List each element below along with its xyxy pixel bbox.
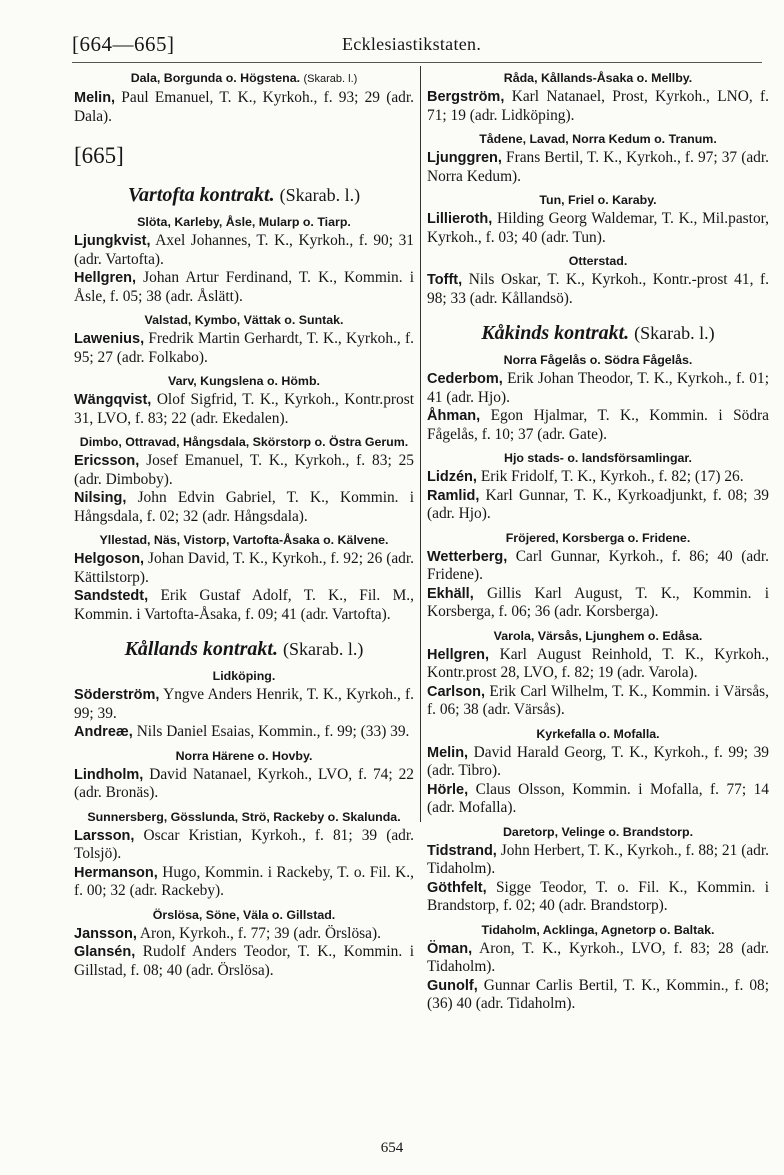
parish-heading <box>427 628 769 645</box>
parish-heading-text: Lidköping. <box>212 669 276 683</box>
kontrakt-heading <box>74 182 414 208</box>
running-title: Ecklesiastikstaten. <box>342 34 482 54</box>
kontrakt-heading-suffix: (Skarab. l.) <box>634 323 715 343</box>
clergy-details: Axel Johannes, T. K., Kyrkoh., f. 90; 31 (adr. Vartofta). <box>74 232 414 268</box>
clergy-details: Yngve Anders Henrik, T. K., Kyrkoh., f. 99; 39. <box>74 686 414 722</box>
clergy-entry <box>74 925 414 944</box>
clergy-entry <box>74 391 414 428</box>
kontrakt-heading <box>427 320 769 346</box>
parish-heading <box>427 253 769 270</box>
parish-heading-text: Daretorp, Velinge o. Brandstorp. <box>502 824 694 839</box>
clergy-name: Bergström, <box>427 89 505 105</box>
clergy-details: Josef Emanuel, T. K., Kyrkoh., f. 83; 25 (adr. Dimboby). <box>74 452 414 488</box>
parish-heading <box>74 809 414 826</box>
clergy-name: Lidzén, <box>427 469 477 485</box>
clergy-details: Hugo, Kommin. i Rackeby, T. o. Fil. K., f. 00; 32 (adr. Rackeby). <box>74 863 414 899</box>
clergy-entry <box>74 864 414 901</box>
clergy-name: Wetterberg, <box>427 548 508 565</box>
parish-heading-text: Varola, Värsås, Ljunghem o. Edåsa. <box>493 628 703 643</box>
clergy-entry <box>427 548 769 585</box>
parish-heading <box>74 373 414 390</box>
kontrakt-heading <box>74 636 414 662</box>
clergy-name: Hellgren, <box>427 646 490 663</box>
clergy-name: Helgoson, <box>74 551 145 567</box>
parish-heading <box>74 70 414 88</box>
clergy-entry <box>74 550 414 587</box>
clergy-name: Glansén, <box>74 944 136 960</box>
parish-heading-text: Råda, Kållands-Åsaka o. Mellby. <box>503 71 693 85</box>
clergy-details: Carl Gunnar, Kyrkoh., f. 86; 40 (adr. Fridene). <box>427 547 769 583</box>
parish-heading <box>427 70 769 87</box>
clergy-entry <box>74 943 414 980</box>
clergy-name: Lillieroth, <box>427 211 493 227</box>
kontrakt-heading-text: Kåkinds kontrakt. <box>481 322 630 344</box>
clergy-entry <box>74 269 414 306</box>
clergy-entry <box>74 89 414 126</box>
kontrakt-heading-suffix: (Skarab. l.) <box>279 185 361 205</box>
clergy-entry <box>427 744 769 781</box>
clergy-name: Söderström, <box>74 687 160 703</box>
clergy-entry <box>427 940 769 977</box>
parish-heading <box>74 434 414 451</box>
clergy-name: Larsson, <box>74 827 135 844</box>
clergy-entry <box>427 88 769 125</box>
clergy-name: Hermanson, <box>74 864 158 881</box>
parish-heading <box>427 450 769 467</box>
kontrakt-heading-text: Kållands kontrakt. <box>124 638 278 660</box>
parish-heading-text: Varv, Kungslena o. Hömb. <box>168 374 320 388</box>
parish-heading <box>427 131 769 148</box>
clergy-name: Wängqvist, <box>74 392 152 408</box>
parish-heading-text: Norra Härene o. Hovby. <box>175 748 313 763</box>
clergy-details: Rudolf Anders Teodor, T. K., Kommin. i Gillstad, f. 08; 40 (adr. Örslösa). <box>74 943 414 979</box>
clergy-name: Gunolf, <box>427 977 478 994</box>
parish-heading <box>74 668 414 685</box>
clergy-entry <box>427 487 769 524</box>
clergy-entry <box>427 879 769 916</box>
clergy-details: David Harald Georg, T. K., Kyrkoh., f. 99; 39 (adr. Tibro). <box>427 743 769 779</box>
parish-heading <box>74 214 414 231</box>
parish-heading-text: Kyrkefalla o. Mofalla. <box>536 726 660 741</box>
clergy-details: Erik Carl Wilhelm, T. K., Kommin. i Värsås, f. 06; 38 (adr. Värsås). <box>427 682 769 718</box>
clergy-details: Egon Hjalmar, T. K., Kommin. i Södra Fågelås, f. 10; 37 (adr. Gate). <box>427 407 769 443</box>
clergy-details: Erik Fridolf, T. K., Kyrkoh., f. 82; (17) 26. <box>480 468 744 485</box>
clergy-details: Frans Bertil, T. K., Kyrkoh., f. 97; 37 (adr. Norra Kedum). <box>427 149 769 185</box>
clergy-name: Ljunggren, <box>427 150 502 166</box>
clergy-name: Hörle, <box>427 781 469 798</box>
clergy-name: Sandstedt, <box>74 588 149 604</box>
parish-heading-text: Tidaholm, Acklinga, Agnetorp o. Baltak. <box>481 922 715 937</box>
clergy-details: David Natanael, Kyrkoh., LVO, f. 74; 22 (adr. Bronäs). <box>74 765 414 801</box>
clergy-details: Aron, Kyrkoh., f. 77; 39 (adr. Örslösa). <box>139 924 381 942</box>
clergy-name: Öman, <box>427 940 473 957</box>
clergy-entry <box>74 232 414 269</box>
left-column <box>74 68 414 980</box>
clergy-details: Johan Artur Ferdinand, T. K., Kommin. i Åsle, f. 05; 38 (adr. Åslätt). <box>74 269 414 305</box>
clergy-details: Nils Oskar, T. K., Kyrkoh., Kontr.-prost 41, f. 98; 33 (adr. Kållandsö). <box>427 271 769 307</box>
column-divider <box>420 66 421 822</box>
clergy-entry <box>427 646 769 683</box>
clergy-details: Hilding Georg Waldemar, T. K., Mil.pastor, Kyrkoh., f. 03; 40 (adr. Tun). <box>427 210 769 246</box>
clergy-entry <box>74 489 414 526</box>
parish-heading-text: Yllestad, Näs, Vistorp, Vartofta-Åsaka o. Kälvene. <box>99 533 389 547</box>
clergy-name: Hellgren, <box>74 270 137 286</box>
clergy-details: Johan David, T. K., Kyrkoh., f. 92; 26 (adr. Kättilstorp). <box>74 550 414 586</box>
parish-heading <box>427 726 769 743</box>
clergy-name: Nilsing, <box>74 490 127 506</box>
kontrakt-heading-suffix: (Skarab. l.) <box>282 639 364 659</box>
clergy-name: Lindholm, <box>74 766 144 783</box>
parish-heading <box>427 824 769 841</box>
clergy-name: Göthfelt, <box>427 879 487 896</box>
page-range: [664—665] <box>72 32 175 56</box>
clergy-entry <box>427 210 769 247</box>
clergy-name: Ekhäll, <box>427 585 474 602</box>
parish-heading <box>74 748 414 765</box>
clergy-name: Andreæ, <box>74 724 133 740</box>
clergy-entry <box>427 370 769 407</box>
clergy-details: Gillis Karl August, T. K., Kommin. i Korsberga, f. 06; 36 (adr. Korsberga). <box>427 584 769 620</box>
clergy-details: Erik Gustaf Adolf, T. K., Fil. M., Kommin. i Vartofta-Åsaka, f. 09; 41 (adr. Vartofta). <box>74 587 414 623</box>
parish-heading-text: Dimbo, Ottravad, Hångsdala, Skörstorp o. Östra Gerum. <box>79 435 409 449</box>
clergy-entry <box>74 766 414 803</box>
clergy-name: Cederbom, <box>427 371 503 387</box>
clergy-entry <box>74 587 414 624</box>
clergy-entry <box>74 723 414 742</box>
parish-heading <box>427 352 769 369</box>
parish-heading-text: Norra Fågelås o. Södra Fågelås. <box>503 353 693 367</box>
clergy-name: Melin, <box>74 90 116 106</box>
clergy-name: Carlson, <box>427 683 486 700</box>
clergy-name: Ramlid, <box>427 487 480 504</box>
clergy-details: Gunnar Carlis Bertil, T. K., Kommin., f. 08; (36) 40 (adr. Tidaholm). <box>427 976 769 1012</box>
clergy-details: Erik Johan Theodor, T. K., Kyrkoh., f. 01; 41 (adr. Hjo). <box>427 370 769 406</box>
parish-heading-text: Hjo stads- o. landsförsamlingar. <box>504 451 692 465</box>
clergy-details: Aron, T. K., Kyrkoh., LVO, f. 83; 28 (adr. Tidaholm). <box>427 939 770 975</box>
clergy-details: Nils Daniel Esaias, Kommin., f. 99; (33) 39. <box>136 723 410 740</box>
clergy-details: Karl Natanael, Prost, Kyrkoh., LNO, f. 71; 19 (adr. Lidköping). <box>427 88 769 124</box>
clergy-details: John Edvin Gabriel, T. K., Kommin. i Hångsdala, f. 02; 32 (adr. Hångsdala). <box>74 489 414 525</box>
parish-heading-text: Örslösa, Söne, Väla o. Gillstad. <box>152 907 336 922</box>
clergy-details: Fredrik Martin Gerhardt, T. K., Kyrkoh., f. 95; 27 (adr. Folkabo). <box>74 330 414 366</box>
clergy-entry <box>74 827 414 864</box>
clergy-details: Karl August Reinhold, T. K., Kyrkoh., Kontr.prost 28, LVO, f. 82; 19 (adr. Varola). <box>427 645 769 681</box>
clergy-entry <box>427 271 769 308</box>
clergy-name: Tidstrand, <box>427 842 497 859</box>
clergy-details: Paul Emanuel, T. K., Kyrkoh., f. 93; 29 (adr. Dala). <box>74 89 414 125</box>
clergy-entry <box>427 585 769 622</box>
parish-heading <box>74 907 414 924</box>
clergy-details: John Herbert, T. K., Kyrkoh., f. 88; 21 (adr. Tidaholm). <box>427 841 769 877</box>
clergy-name: Ljungkvist, <box>74 233 151 249</box>
running-header <box>72 32 762 63</box>
clergy-entry <box>427 977 769 1014</box>
clergy-name: Melin, <box>427 744 469 761</box>
clergy-name: Tofft, <box>427 272 463 288</box>
parish-heading-text: Slöta, Karleby, Åsle, Mularp o. Tiarp. <box>137 215 351 229</box>
clergy-entry <box>427 407 769 444</box>
clergy-entry <box>427 683 769 720</box>
parish-heading <box>74 312 414 329</box>
clergy-entry <box>427 781 769 818</box>
page-marker: [665] <box>74 143 124 168</box>
clergy-entry <box>74 686 414 723</box>
parish-heading-text: Tådene, Lavad, Norra Kedum o. Tranum. <box>479 132 717 146</box>
page-number: 654 <box>380 1140 404 1156</box>
parish-heading-text: Otterstad. <box>568 254 628 268</box>
clergy-entry <box>74 330 414 367</box>
clergy-name: Ericsson, <box>74 453 140 469</box>
clergy-name: Lawenius, <box>74 331 145 347</box>
kontrakt-heading-text: Vartofta kontrakt. <box>127 184 275 206</box>
parish-heading-text: Sunnersberg, Gösslunda, Strö, Rackeby o. Skalunda. <box>87 809 401 824</box>
clergy-details: Claus Olsson, Kommin. i Mofalla, f. 77; 14 (adr. Mofalla). <box>427 780 769 816</box>
clergy-details: Karl Gunnar, T. K., Kyrkoadjunkt, f. 08; 39 (adr. Hjo). <box>427 486 769 522</box>
clergy-entry <box>427 149 769 186</box>
parish-heading-suffix: (Skarab. l.) <box>303 73 358 85</box>
parish-heading-text: Tun, Friel o. Karaby. <box>539 193 657 207</box>
clergy-details: Sigge Teodor, T. o. Fil. K., Kommin. i Brandstorp, f. 02; 40 (adr. Brandstorp). <box>427 878 769 914</box>
parish-heading <box>74 532 414 549</box>
right-column <box>427 68 769 1014</box>
clergy-name: Åhman, <box>427 408 481 424</box>
parish-heading <box>427 192 769 209</box>
clergy-details: Oscar Kristian, Kyrkoh., f. 81; 39 (adr. Tolsjö). <box>74 826 414 862</box>
clergy-entry <box>74 452 414 489</box>
clergy-name: Jansson, <box>74 925 137 942</box>
parish-heading-text: Dala, Borgunda o. Högstena. <box>130 71 301 85</box>
clergy-details: Olof Sigfrid, T. K., Kyrkoh., Kontr.prost 31, LVO, f. 83; 22 (adr. Ekedalen). <box>74 391 414 427</box>
clergy-entry <box>427 468 769 487</box>
clergy-entry <box>427 842 769 879</box>
parish-heading-text: Valstad, Kymbo, Vättak o. Suntak. <box>144 313 344 327</box>
parish-heading <box>427 922 769 939</box>
parish-heading-text: Fröjered, Korsberga o. Fridene. <box>505 530 691 545</box>
parish-heading <box>427 530 769 547</box>
